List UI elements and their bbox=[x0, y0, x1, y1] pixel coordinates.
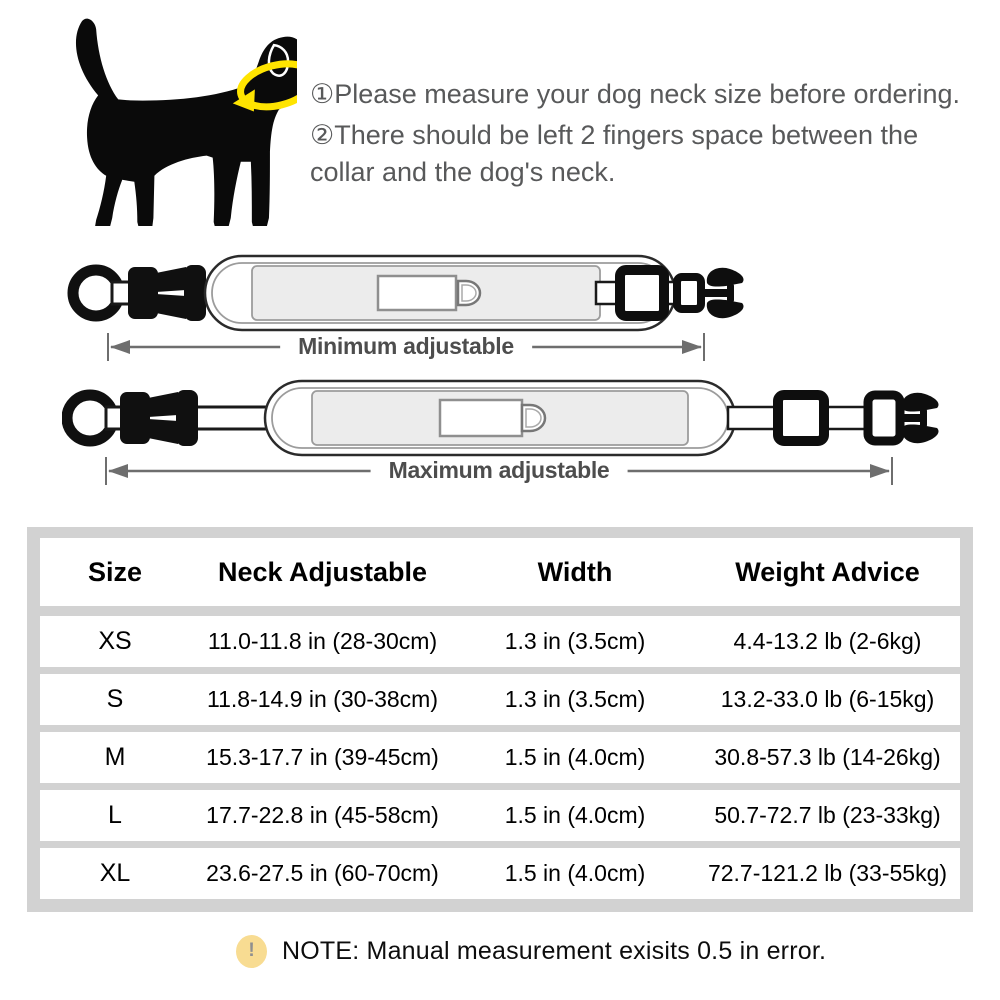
label-plate bbox=[440, 400, 522, 436]
width-value: 1.3 in (3.5cm) bbox=[504, 628, 646, 654]
clip-prongs-icon bbox=[705, 268, 744, 318]
table-row-s bbox=[40, 674, 960, 725]
note bbox=[236, 934, 826, 968]
neck-value: 23.6-27.5 in (60-70cm) bbox=[206, 860, 439, 886]
collar-min-diagram bbox=[66, 253, 756, 333]
note-text: NOTE: Manual measurement exisits 0.5 in error. bbox=[282, 936, 827, 965]
weight-value: 50.7-72.7 lb (23-33kg) bbox=[714, 802, 941, 828]
width-value: 1.5 in (4.0cm) bbox=[504, 860, 646, 886]
weight-value: 13.2-33.0 lb (6-15kg) bbox=[720, 686, 935, 712]
clip-prongs-icon bbox=[900, 393, 939, 443]
width-value: 1.5 in (4.0cm) bbox=[504, 744, 646, 770]
table-row-xl bbox=[40, 848, 960, 899]
size-value: L bbox=[108, 801, 122, 829]
column-header-size: Size bbox=[87, 556, 143, 587]
tri-glide-icon bbox=[778, 395, 824, 441]
table-row-l bbox=[40, 790, 960, 841]
size-chart-table bbox=[27, 527, 973, 912]
dog-silhouette-icon bbox=[52, 11, 297, 227]
max-adjustable-label: Maximum adjustable bbox=[371, 457, 628, 484]
weight-value: 4.4-13.2 lb (2-6kg) bbox=[733, 628, 922, 654]
size-value: XL bbox=[99, 859, 131, 887]
width-value: 1.3 in (3.5cm) bbox=[504, 686, 646, 712]
min-adjustable-label: Minimum adjustable bbox=[280, 333, 532, 360]
tri-glide-icon bbox=[620, 270, 664, 316]
weight-value: 30.8-57.3 lb (14-26kg) bbox=[714, 744, 941, 770]
size-value: XS bbox=[98, 627, 132, 655]
instruction-1: ①Please measure your dog neck size before ordering. bbox=[310, 79, 961, 109]
d-ring-small-icon bbox=[522, 405, 545, 431]
label-plate bbox=[378, 276, 456, 310]
max-adjustable-dimension bbox=[104, 455, 894, 487]
min-adjustable-dimension bbox=[106, 331, 706, 363]
clip-frame-icon bbox=[868, 395, 900, 441]
size-value: S bbox=[106, 685, 124, 713]
neck-value: 11.8-14.9 in (30-38cm) bbox=[207, 686, 438, 712]
neck-value: 17.7-22.8 in (45-58cm) bbox=[206, 802, 439, 828]
d-ring-small-icon bbox=[458, 281, 480, 305]
collar-max-diagram bbox=[62, 378, 942, 458]
instructions bbox=[310, 76, 982, 195]
size-value: M bbox=[104, 743, 126, 771]
neck-value: 15.3-17.7 in (39-45cm) bbox=[206, 744, 439, 770]
width-value: 1.5 in (4.0cm) bbox=[504, 802, 646, 828]
column-header-neck: Neck Adjustable bbox=[217, 556, 428, 587]
column-header-weight: Weight Advice bbox=[735, 556, 920, 587]
table-row-xs bbox=[40, 616, 960, 667]
column-header-width: Width bbox=[537, 556, 613, 587]
neck-value: 11.0-11.8 in (28-30cm) bbox=[207, 628, 438, 654]
table-header-row bbox=[40, 538, 960, 606]
instruction-2: ②There should be left 2 fingers space between the collar and the dog's neck. bbox=[310, 120, 919, 187]
weight-value: 72.7-121.2 lb (33-55kg) bbox=[707, 860, 948, 886]
exclamation-icon: ! bbox=[236, 935, 267, 968]
table-row-m bbox=[40, 732, 960, 783]
clip-frame-icon bbox=[677, 277, 701, 309]
